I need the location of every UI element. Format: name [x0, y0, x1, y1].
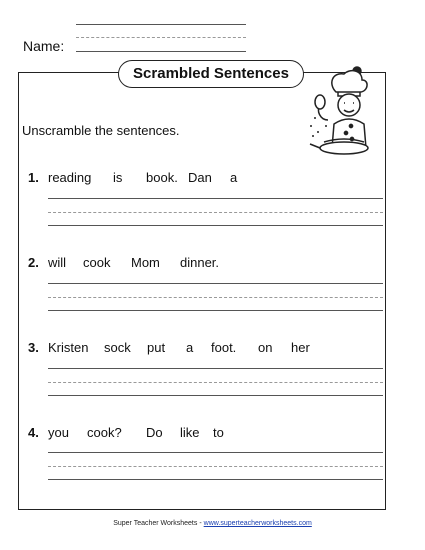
scrambled-word: book. [146, 170, 178, 185]
answer-line-base[interactable] [48, 225, 383, 226]
answer-line-base[interactable] [48, 479, 383, 480]
scrambled-word: will [48, 255, 67, 270]
scrambled-word: on [258, 340, 273, 355]
scrambled-word: you [48, 425, 69, 440]
scrambled-word: a [186, 340, 194, 355]
answer-line-top[interactable] [48, 368, 383, 369]
scrambled-word: cook? [87, 425, 122, 440]
question-number: 3. [28, 340, 39, 355]
footer-link[interactable]: www.superteacherworksheets.com [203, 520, 312, 527]
scrambled-word: her [291, 340, 310, 355]
scrambled-word: to [213, 425, 224, 440]
chef-illustration [306, 62, 386, 162]
question-number: 2. [28, 255, 39, 270]
scrambled-word: put [147, 340, 166, 355]
instructions: Unscramble the sentences. [22, 123, 180, 138]
scrambled-word: foot. [211, 340, 237, 355]
answer-line-top[interactable] [48, 198, 383, 199]
scrambled-word: cook [83, 255, 111, 270]
scrambled-word: is [113, 170, 123, 185]
scrambled-word: Kristen [48, 340, 89, 355]
name-top-line [76, 24, 246, 25]
answer-line-mid [48, 382, 383, 383]
footer [0, 520, 425, 527]
scrambled-word: dinner. [180, 255, 220, 270]
scrambled-word: Do [146, 425, 163, 440]
question-number: 4. [28, 425, 39, 440]
scrambled-word: reading [48, 170, 92, 185]
footer-brand: Super Teacher Worksheets [113, 520, 198, 527]
name-write-line[interactable] [76, 51, 246, 52]
name-label: Name: [23, 38, 65, 54]
scrambled-word: Mom [131, 255, 160, 270]
answer-line-mid [48, 212, 383, 213]
scrambled-word: sock [104, 340, 131, 355]
answer-line-base[interactable] [48, 395, 383, 396]
name-mid-dashed-line [76, 37, 246, 38]
answer-line-mid [48, 466, 383, 467]
worksheet-title: Scrambled Sentences [118, 60, 304, 88]
question-number: 1. [28, 170, 39, 185]
footer-separator: - [199, 520, 202, 527]
answer-line-top[interactable] [48, 452, 383, 453]
answer-line-mid [48, 297, 383, 298]
scrambled-word: a [230, 170, 238, 185]
scrambled-word: like [180, 425, 200, 440]
answer-line-base[interactable] [48, 310, 383, 311]
answer-line-top[interactable] [48, 283, 383, 284]
scrambled-word: Dan [188, 170, 212, 185]
